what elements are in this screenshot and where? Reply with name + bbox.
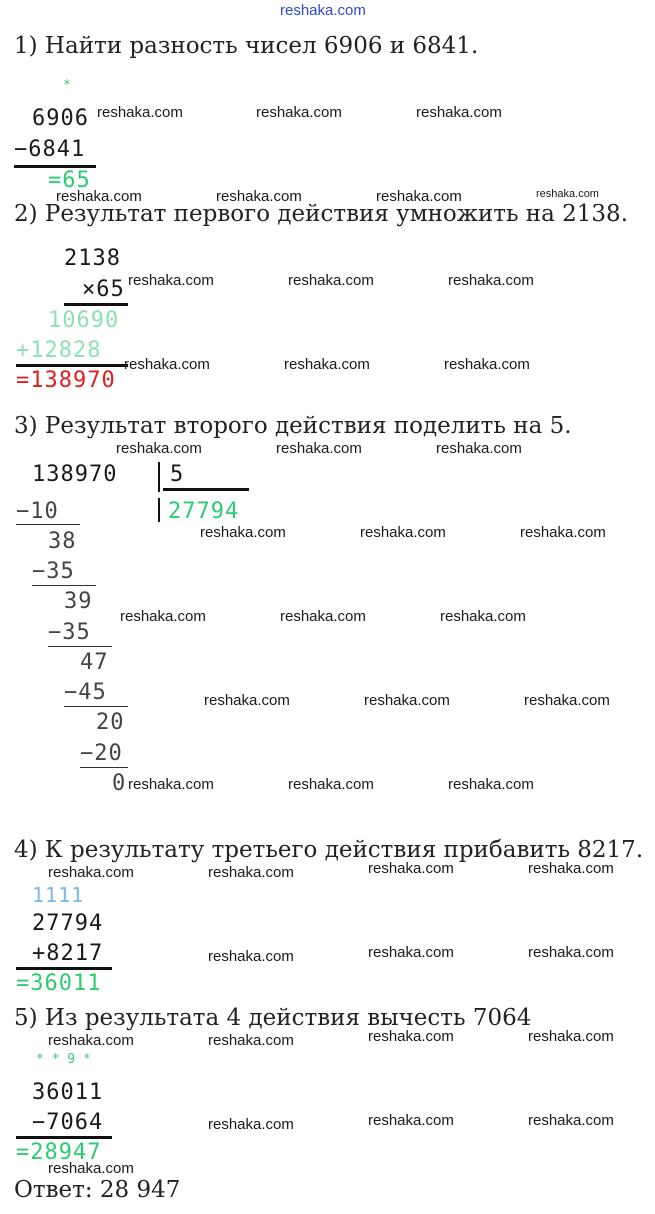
- watermark: reshaka.com: [124, 356, 210, 373]
- step5-minuend: 36011: [32, 1080, 104, 1105]
- step5-result-line: [16, 1136, 112, 1139]
- task-5-heading: 5) Из результата 4 действия вычесть 7064: [14, 1005, 532, 1031]
- step4-carry-digits: 1111: [32, 883, 85, 907]
- task-2-heading: 2) Результат первого действия умножить на 2138.: [14, 201, 629, 227]
- watermark: reshaka.com: [97, 104, 183, 121]
- watermark: reshaka.com: [416, 104, 502, 121]
- watermark: reshaka.com: [48, 1160, 134, 1177]
- watermark: reshaka.com: [528, 860, 614, 877]
- watermark: reshaka.com: [440, 608, 526, 625]
- watermark: reshaka.com: [436, 440, 522, 457]
- watermark: reshaka.com: [528, 944, 614, 961]
- division-row-line: [16, 524, 80, 525]
- watermark: reshaka.com: [444, 356, 530, 373]
- watermark: reshaka.com: [208, 948, 294, 965]
- watermark: reshaka.com: [528, 1112, 614, 1129]
- step5-subtrahend: −7064: [32, 1110, 104, 1135]
- step3-quotient: 27794: [168, 499, 240, 524]
- watermark: reshaka.com: [56, 188, 142, 205]
- answer-line: Ответ: 28 947: [14, 1177, 181, 1203]
- step4-addend-1: 27794: [32, 911, 104, 936]
- watermark: reshaka.com: [120, 608, 206, 625]
- division-bar-upper: [158, 462, 160, 492]
- watermark: reshaka.com: [368, 1028, 454, 1045]
- division-row: 0: [112, 771, 127, 796]
- division-row: −45: [64, 680, 107, 705]
- step2-partial-2: +12828: [16, 338, 102, 363]
- watermark: reshaka.com: [524, 692, 610, 709]
- task-1-heading: 1) Найти разность чисел 6906 и 6841.: [14, 33, 479, 59]
- watermark: reshaka.com: [204, 692, 290, 709]
- watermark: reshaka.com: [256, 104, 342, 121]
- watermark: reshaka.com: [448, 272, 534, 289]
- watermark: reshaka.com: [536, 188, 599, 200]
- watermark: reshaka.com: [216, 188, 302, 205]
- watermark: reshaka.com: [48, 864, 134, 881]
- watermark: reshaka.com: [368, 1112, 454, 1129]
- quotient-line: [163, 488, 249, 491]
- step2-multiplier: ×65: [82, 277, 125, 302]
- watermark: reshaka.com: [364, 692, 450, 709]
- watermark: reshaka.com: [208, 864, 294, 881]
- step2-multiplicand: 2138: [64, 246, 121, 271]
- division-row: −10: [16, 499, 59, 524]
- task-3-heading: 3) Результат второго действия поделить на 5.: [14, 413, 572, 439]
- watermark: reshaka.com: [208, 1032, 294, 1049]
- watermark: reshaka.com: [48, 1032, 134, 1049]
- division-row: 47: [80, 650, 109, 675]
- division-row: −35: [48, 620, 91, 645]
- step3-divisor: 5: [170, 462, 185, 487]
- step2-product-line: [64, 303, 128, 306]
- division-row-line: [32, 585, 96, 586]
- step2-partial-1: 10690: [48, 308, 120, 333]
- division-row-line: [64, 706, 128, 707]
- watermark: reshaka.com: [368, 944, 454, 961]
- step1-result: =65: [48, 168, 91, 193]
- watermark: reshaka.com: [128, 776, 214, 793]
- step2-sum-line: [16, 364, 128, 367]
- watermark: reshaka.com: [280, 608, 366, 625]
- division-bar-lower: [158, 498, 160, 522]
- watermark: reshaka.com: [200, 524, 286, 541]
- division-row-line: [48, 646, 112, 647]
- step2-result: =138970: [16, 368, 116, 393]
- watermark: reshaka.com: [284, 356, 370, 373]
- watermark: reshaka.com: [360, 524, 446, 541]
- task-4-heading: 4) К результату третьего действия прибавить 8217.: [14, 837, 644, 863]
- watermark: reshaka.com: [368, 860, 454, 877]
- site-watermark-top[interactable]: reshaka.com: [280, 2, 366, 19]
- borrow-mark: *: [63, 78, 71, 93]
- watermark: reshaka.com: [520, 524, 606, 541]
- division-row-line: [80, 767, 128, 768]
- division-row: −35: [32, 559, 75, 584]
- watermark: reshaka.com: [116, 440, 202, 457]
- step5-result: =28947: [16, 1140, 102, 1165]
- watermark: reshaka.com: [448, 776, 534, 793]
- watermark: reshaka.com: [128, 272, 214, 289]
- watermark: reshaka.com: [376, 188, 462, 205]
- step4-addend-2: +8217: [32, 941, 104, 966]
- watermark: reshaka.com: [276, 440, 362, 457]
- watermark: reshaka.com: [288, 776, 374, 793]
- watermark: reshaka.com: [288, 272, 374, 289]
- step4-result: =36011: [16, 971, 102, 996]
- division-row: 39: [64, 589, 93, 614]
- borrow-marks: * * 9 *: [36, 1052, 91, 1067]
- division-row: −20: [80, 741, 123, 766]
- step3-dividend: 138970: [32, 462, 118, 487]
- division-row: 38: [48, 529, 77, 554]
- watermark: reshaka.com: [528, 1028, 614, 1045]
- step4-sum-line: [16, 967, 112, 970]
- watermark: reshaka.com: [208, 1116, 294, 1133]
- step1-minuend: 6906: [32, 106, 89, 131]
- step1-subtrahend: −6841: [14, 137, 86, 162]
- division-row: 20: [96, 710, 125, 735]
